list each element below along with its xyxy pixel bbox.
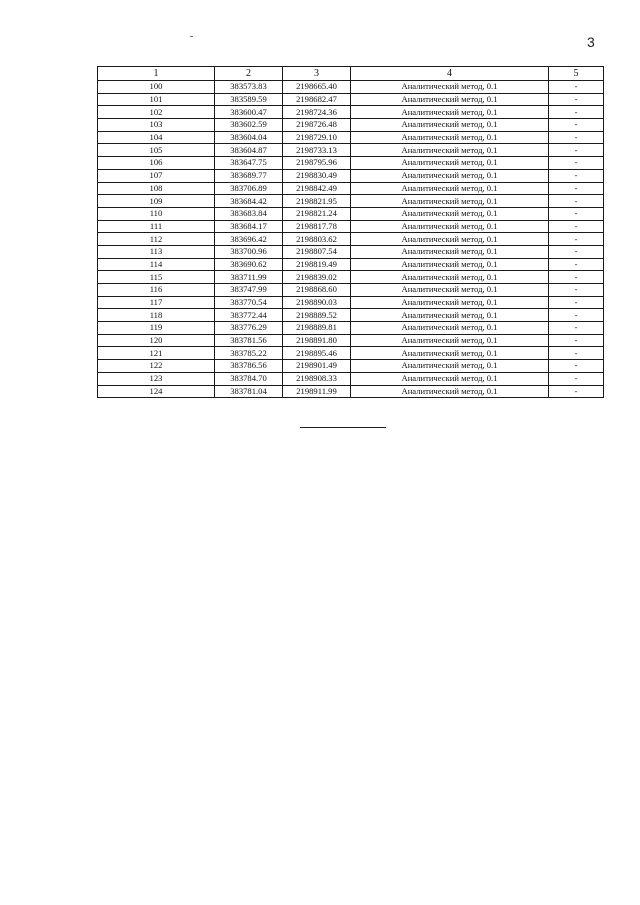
note-cell: - (549, 131, 604, 144)
header-col-3: 3 (283, 67, 351, 81)
y-coordinate-cell: 2198665.40 (283, 81, 351, 94)
method-accuracy-cell: Аналитический метод, 0.1 (351, 309, 549, 322)
y-coordinate-cell: 2198803.62 (283, 233, 351, 246)
point-number-cell: 119 (98, 322, 215, 335)
method-accuracy-cell: Аналитический метод, 0.1 (351, 258, 549, 271)
note-cell: - (549, 296, 604, 309)
note-cell: - (549, 195, 604, 208)
y-coordinate-cell: 2198729.10 (283, 131, 351, 144)
table-row (98, 334, 604, 347)
method-accuracy-cell: Аналитический метод, 0.1 (351, 372, 549, 385)
point-number-cell: 123 (98, 372, 215, 385)
note-cell: - (549, 258, 604, 271)
table-row (98, 119, 604, 132)
point-number-cell: 106 (98, 157, 215, 170)
point-number-cell: 109 (98, 195, 215, 208)
point-number-cell: 113 (98, 245, 215, 258)
point-number-cell: 105 (98, 144, 215, 157)
method-accuracy-cell: Аналитический метод, 0.1 (351, 334, 549, 347)
point-number-cell: 100 (98, 81, 215, 94)
note-cell: - (549, 220, 604, 233)
note-cell: - (549, 322, 604, 335)
point-number-cell: 116 (98, 284, 215, 297)
point-number-cell: 103 (98, 119, 215, 132)
header-col-4: 4 (351, 67, 549, 81)
method-accuracy-cell: Аналитический метод, 0.1 (351, 233, 549, 246)
point-number-cell: 118 (98, 309, 215, 322)
y-coordinate-cell: 2198733.13 (283, 144, 351, 157)
table-body (98, 81, 604, 398)
method-accuracy-cell: Аналитический метод, 0.1 (351, 360, 549, 373)
method-accuracy-cell: Аналитический метод, 0.1 (351, 296, 549, 309)
table-row (98, 347, 604, 360)
note-cell: - (549, 245, 604, 258)
point-number-cell: 112 (98, 233, 215, 246)
y-coordinate-cell: 2198807.54 (283, 245, 351, 258)
x-coordinate-cell: 383747.99 (215, 284, 283, 297)
scan-artifact (190, 36, 193, 37)
x-coordinate-cell: 383706.89 (215, 182, 283, 195)
note-cell: - (549, 372, 604, 385)
x-coordinate-cell: 383683.84 (215, 207, 283, 220)
table-row (98, 271, 604, 284)
method-accuracy-cell: Аналитический метод, 0.1 (351, 157, 549, 170)
method-accuracy-cell: Аналитический метод, 0.1 (351, 385, 549, 398)
note-cell: - (549, 93, 604, 106)
header-col-1: 1 (98, 67, 215, 81)
note-cell: - (549, 182, 604, 195)
note-cell: - (549, 347, 604, 360)
note-cell: - (549, 119, 604, 132)
method-accuracy-cell: Аналитический метод, 0.1 (351, 119, 549, 132)
note-cell: - (549, 207, 604, 220)
x-coordinate-cell: 383604.87 (215, 144, 283, 157)
note-cell: - (549, 233, 604, 246)
method-accuracy-cell: Аналитический метод, 0.1 (351, 245, 549, 258)
x-coordinate-cell: 383573.83 (215, 81, 283, 94)
y-coordinate-cell: 2198830.49 (283, 169, 351, 182)
table-row (98, 322, 604, 335)
method-accuracy-cell: Аналитический метод, 0.1 (351, 131, 549, 144)
x-coordinate-cell: 383689.77 (215, 169, 283, 182)
method-accuracy-cell: Аналитический метод, 0.1 (351, 81, 549, 94)
point-number-cell: 114 (98, 258, 215, 271)
table-row (98, 144, 604, 157)
point-number-cell: 108 (98, 182, 215, 195)
point-number-cell: 111 (98, 220, 215, 233)
method-accuracy-cell: Аналитический метод, 0.1 (351, 271, 549, 284)
x-coordinate-cell: 383604.04 (215, 131, 283, 144)
table-row (98, 284, 604, 297)
table-row (98, 207, 604, 220)
table-row (98, 372, 604, 385)
point-number-cell: 102 (98, 106, 215, 119)
method-accuracy-cell: Аналитический метод, 0.1 (351, 195, 549, 208)
x-coordinate-cell: 383684.42 (215, 195, 283, 208)
page-number: 3 (587, 34, 595, 50)
y-coordinate-cell: 2198901.49 (283, 360, 351, 373)
note-cell: - (549, 271, 604, 284)
x-coordinate-cell: 383589.59 (215, 93, 283, 106)
table-row (98, 245, 604, 258)
x-coordinate-cell: 383770.54 (215, 296, 283, 309)
note-cell: - (549, 360, 604, 373)
table-row (98, 385, 604, 398)
y-coordinate-cell: 2198821.95 (283, 195, 351, 208)
note-cell: - (549, 106, 604, 119)
y-coordinate-cell: 2198895.46 (283, 347, 351, 360)
header-col-5: 5 (549, 67, 604, 81)
y-coordinate-cell: 2198726.48 (283, 119, 351, 132)
y-coordinate-cell: 2198908.33 (283, 372, 351, 385)
y-coordinate-cell: 2198842.49 (283, 182, 351, 195)
method-accuracy-cell: Аналитический метод, 0.1 (351, 182, 549, 195)
note-cell: - (549, 157, 604, 170)
x-coordinate-cell: 383776.29 (215, 322, 283, 335)
point-number-cell: 121 (98, 347, 215, 360)
point-number-cell: 115 (98, 271, 215, 284)
note-cell: - (549, 284, 604, 297)
x-coordinate-cell: 383781.56 (215, 334, 283, 347)
x-coordinate-cell: 383786.56 (215, 360, 283, 373)
point-number-cell: 107 (98, 169, 215, 182)
table-row (98, 93, 604, 106)
x-coordinate-cell: 383647.75 (215, 157, 283, 170)
point-number-cell: 110 (98, 207, 215, 220)
header-row (98, 67, 604, 81)
table-row (98, 169, 604, 182)
point-number-cell: 124 (98, 385, 215, 398)
x-coordinate-cell: 383772.44 (215, 309, 283, 322)
y-coordinate-cell: 2198819.49 (283, 258, 351, 271)
x-coordinate-cell: 383602.59 (215, 119, 283, 132)
point-number-cell: 120 (98, 334, 215, 347)
method-accuracy-cell: Аналитический метод, 0.1 (351, 106, 549, 119)
point-number-cell: 104 (98, 131, 215, 144)
table-header (98, 67, 604, 81)
note-cell: - (549, 144, 604, 157)
point-number-cell: 122 (98, 360, 215, 373)
table-row (98, 81, 604, 94)
note-cell: - (549, 334, 604, 347)
method-accuracy-cell: Аналитический метод, 0.1 (351, 207, 549, 220)
table-row (98, 131, 604, 144)
x-coordinate-cell: 383711.99 (215, 271, 283, 284)
x-coordinate-cell: 383696.42 (215, 233, 283, 246)
method-accuracy-cell: Аналитический метод, 0.1 (351, 322, 549, 335)
table-row (98, 195, 604, 208)
table-row (98, 309, 604, 322)
y-coordinate-cell: 2198821.24 (283, 207, 351, 220)
note-cell: - (549, 81, 604, 94)
y-coordinate-cell: 2198889.52 (283, 309, 351, 322)
y-coordinate-cell: 2198682.47 (283, 93, 351, 106)
y-coordinate-cell: 2198724.36 (283, 106, 351, 119)
table-row (98, 182, 604, 195)
point-number-cell: 101 (98, 93, 215, 106)
table-row (98, 220, 604, 233)
method-accuracy-cell: Аналитический метод, 0.1 (351, 93, 549, 106)
x-coordinate-cell: 383781.04 (215, 385, 283, 398)
y-coordinate-cell: 2198891.80 (283, 334, 351, 347)
table-row (98, 157, 604, 170)
x-coordinate-cell: 383690.62 (215, 258, 283, 271)
y-coordinate-cell: 2198795.96 (283, 157, 351, 170)
table-row (98, 233, 604, 246)
table-row (98, 106, 604, 119)
method-accuracy-cell: Аналитический метод, 0.1 (351, 144, 549, 157)
x-coordinate-cell: 383785.22 (215, 347, 283, 360)
x-coordinate-cell: 383700.96 (215, 245, 283, 258)
y-coordinate-cell: 2198911.99 (283, 385, 351, 398)
coordinates-table (97, 66, 604, 398)
x-coordinate-cell: 383784.70 (215, 372, 283, 385)
method-accuracy-cell: Аналитический метод, 0.1 (351, 169, 549, 182)
note-cell: - (549, 309, 604, 322)
y-coordinate-cell: 2198839.02 (283, 271, 351, 284)
table-row (98, 258, 604, 271)
point-number-cell: 117 (98, 296, 215, 309)
table-row (98, 296, 604, 309)
note-cell: - (549, 385, 604, 398)
method-accuracy-cell: Аналитический метод, 0.1 (351, 347, 549, 360)
x-coordinate-cell: 383684.17 (215, 220, 283, 233)
y-coordinate-cell: 2198890.03 (283, 296, 351, 309)
note-cell: - (549, 169, 604, 182)
y-coordinate-cell: 2198817.78 (283, 220, 351, 233)
method-accuracy-cell: Аналитический метод, 0.1 (351, 220, 549, 233)
y-coordinate-cell: 2198889.81 (283, 322, 351, 335)
header-col-2: 2 (215, 67, 283, 81)
end-divider (300, 427, 386, 428)
table-row (98, 360, 604, 373)
y-coordinate-cell: 2198868.60 (283, 284, 351, 297)
method-accuracy-cell: Аналитический метод, 0.1 (351, 284, 549, 297)
x-coordinate-cell: 383600.47 (215, 106, 283, 119)
